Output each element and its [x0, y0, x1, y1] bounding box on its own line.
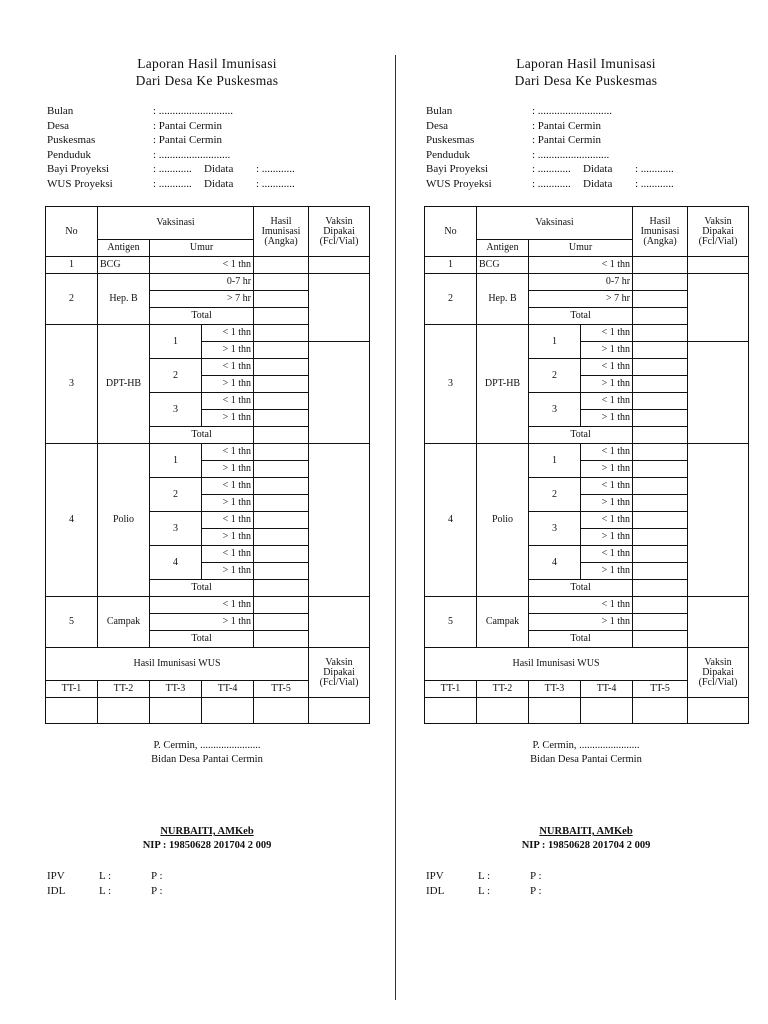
- ipv-label: IPV: [426, 870, 444, 882]
- header-umur: Umur: [150, 240, 254, 257]
- bulan-label: Bulan: [426, 105, 453, 117]
- antigen-name: BCG: [98, 257, 150, 274]
- wus-vaksin-dipakai: Vaksin Dipakai (Fcl/Vial): [309, 648, 370, 698]
- result-cell[interactable]: [633, 529, 688, 546]
- age-cell: < 1 thn: [150, 257, 254, 274]
- signature-block: [424, 825, 748, 852]
- age-cell: > 1 thn: [581, 529, 633, 546]
- age-cell: < 1 thn: [202, 512, 254, 529]
- age-cell: < 1 thn: [581, 325, 633, 342]
- wus-title: Hasil Imunisasi WUS: [46, 648, 309, 681]
- age-cell: > 1 thn: [581, 376, 633, 393]
- wus-didata-value: : ............: [256, 177, 295, 190]
- bulan-value: : ...........................: [153, 105, 234, 117]
- age-cell: < 1 thn: [202, 444, 254, 461]
- result-cell[interactable]: [254, 597, 309, 614]
- row-no: 4: [425, 444, 477, 597]
- wus-didata-label: Didata: [204, 177, 234, 190]
- result-cell[interactable]: [633, 563, 688, 580]
- result-cell[interactable]: [633, 580, 688, 597]
- tt5-cell[interactable]: [633, 698, 688, 724]
- tt2-header: TT-2: [98, 681, 150, 698]
- vial-cell[interactable]: [309, 444, 370, 597]
- result-cell[interactable]: [633, 359, 688, 376]
- dose-number: 1: [150, 444, 202, 478]
- vaccine-footer: [426, 869, 626, 899]
- age-cell: < 1 thn: [581, 478, 633, 495]
- result-cell[interactable]: [633, 427, 688, 444]
- total-label: Total: [150, 631, 254, 648]
- row-no: 2: [46, 274, 98, 325]
- result-cell[interactable]: [633, 495, 688, 512]
- result-cell[interactable]: [254, 563, 309, 580]
- antigen-name: Polio: [98, 444, 150, 597]
- age-cell: < 1 thn: [202, 393, 254, 410]
- signer-nip: NIP : 19850628 201704 2 009: [521, 839, 651, 851]
- ipv-l-label: L :: [478, 870, 491, 882]
- age-cell: > 1 thn: [581, 461, 633, 478]
- dose-number: 3: [529, 393, 581, 427]
- tt4-header: TT-4: [202, 681, 254, 698]
- idl-p-label: P :: [151, 885, 163, 897]
- signer-nip: NIP : 19850628 201704 2 009: [142, 839, 272, 851]
- desa-label: Desa: [47, 119, 69, 132]
- header-hasil: Hasil Imunisasi (Angka): [633, 207, 688, 257]
- puskesmas-value: : Pantai Cermin: [532, 134, 602, 146]
- result-cell[interactable]: [254, 359, 309, 376]
- header-vaksinasi: Vaksinasi: [98, 207, 254, 240]
- antigen-name: Campak: [477, 597, 529, 648]
- age-cell: > 1 thn: [581, 410, 633, 427]
- ipv-label: IPV: [47, 870, 65, 882]
- signature-place-date: P. Cermin, .......................: [532, 740, 640, 751]
- result-cell[interactable]: [633, 512, 688, 529]
- total-label: Total: [529, 427, 633, 444]
- tt3-cell[interactable]: [529, 698, 581, 724]
- result-cell[interactable]: [254, 495, 309, 512]
- dose-number: 2: [150, 478, 202, 512]
- age-cell: < 1 thn: [581, 444, 633, 461]
- header-no: No: [425, 207, 477, 257]
- result-cell[interactable]: [254, 461, 309, 478]
- age-cell: < 1 thn: [202, 546, 254, 563]
- bayi-didata-value: : ............: [635, 163, 674, 175]
- result-cell[interactable]: [254, 308, 309, 325]
- age-cell: < 1 thn: [150, 597, 254, 614]
- age-cell: > 1 thn: [202, 529, 254, 546]
- idl-label: IDL: [47, 885, 66, 897]
- header-hasil: Hasil Imunisasi (Angka): [254, 207, 309, 257]
- vial-cell[interactable]: [309, 274, 370, 342]
- header-umur: Umur: [529, 240, 633, 257]
- age-cell: > 7 hr: [529, 291, 633, 308]
- vial-cell[interactable]: [309, 257, 370, 274]
- idl-p-label: P :: [530, 885, 542, 897]
- tt2-cell[interactable]: [477, 698, 529, 724]
- result-cell[interactable]: [254, 342, 309, 359]
- age-cell: > 1 thn: [529, 614, 633, 631]
- tt5-header: TT-5: [633, 681, 688, 698]
- antigen-name: BCG: [477, 257, 529, 274]
- desa-value: : Pantai Cermin: [153, 119, 223, 132]
- dose-number: 2: [150, 359, 202, 393]
- ipv-l-label: L :: [99, 870, 112, 882]
- dose-number: 2: [529, 359, 581, 393]
- antigen-name: Polio: [477, 444, 529, 597]
- signature-block: [45, 825, 369, 852]
- result-cell[interactable]: [254, 512, 309, 529]
- age-cell: 0-7 hr: [150, 274, 254, 291]
- result-cell[interactable]: [254, 393, 309, 410]
- age-cell: > 1 thn: [581, 495, 633, 512]
- report-form-right: [424, 0, 748, 1024]
- row-no: 4: [46, 444, 98, 597]
- tt4-cell[interactable]: [202, 698, 254, 724]
- puskesmas-label: Puskesmas: [47, 134, 96, 146]
- wus-proyeksi-value: : ............: [153, 177, 192, 190]
- dose-number: 1: [529, 325, 581, 359]
- report-info: [426, 104, 748, 191]
- header-vaksin-dipakai: Vaksin Dipakai (Fcl/Vial): [309, 207, 370, 257]
- result-cell[interactable]: [254, 444, 309, 461]
- result-cell[interactable]: [633, 393, 688, 410]
- result-cell[interactable]: [633, 257, 688, 274]
- age-cell: < 1 thn: [529, 257, 633, 274]
- bayi-proyeksi-label: Bayi Proyeksi: [426, 163, 489, 175]
- row-no: 1: [46, 257, 98, 274]
- puskesmas-label: Puskesmas: [426, 134, 475, 146]
- total-label: Total: [150, 308, 254, 325]
- signature-role: Bidan Desa Pantai Cermin: [530, 753, 642, 765]
- idl-l-label: L :: [478, 885, 491, 897]
- total-label: Total: [529, 308, 633, 325]
- bayi-proyeksi-value: : ............: [532, 163, 571, 175]
- dose-number: 3: [529, 512, 581, 546]
- tt1-header: TT-1: [46, 681, 98, 698]
- header-antigen: Antigen: [98, 240, 150, 257]
- ipv-p-label: P :: [151, 870, 163, 882]
- bayi-didata-label: Didata: [583, 163, 613, 175]
- dose-number: 4: [150, 546, 202, 580]
- penduduk-label: Penduduk: [426, 148, 470, 161]
- result-cell[interactable]: [254, 325, 309, 342]
- result-cell[interactable]: [254, 478, 309, 495]
- penduduk-label: Penduduk: [47, 148, 91, 161]
- result-cell[interactable]: [633, 597, 688, 614]
- result-cell[interactable]: [633, 614, 688, 631]
- header-antigen: Antigen: [477, 240, 529, 257]
- result-cell[interactable]: [633, 444, 688, 461]
- vial-cell[interactable]: [688, 444, 749, 597]
- report-form-left: [45, 0, 369, 1024]
- form-title-line1: Laporan Hasil Imunisasi: [137, 56, 277, 71]
- immunization-table: [424, 206, 749, 724]
- wus-proyeksi-label: WUS Proyeksi: [47, 177, 113, 190]
- age-cell: < 1 thn: [202, 325, 254, 342]
- row-no: 1: [425, 257, 477, 274]
- wus-vial-cell[interactable]: [688, 698, 749, 724]
- result-cell[interactable]: [633, 410, 688, 427]
- puskesmas-value: : Pantai Cermin: [153, 134, 223, 146]
- wus-didata-label: Didata: [583, 177, 613, 190]
- desa-value: : Pantai Cermin: [532, 119, 602, 132]
- result-cell[interactable]: [633, 376, 688, 393]
- age-cell: > 1 thn: [202, 495, 254, 512]
- total-label: Total: [150, 580, 254, 597]
- result-cell[interactable]: [633, 342, 688, 359]
- result-cell[interactable]: [633, 478, 688, 495]
- result-cell[interactable]: [633, 461, 688, 478]
- result-cell[interactable]: [633, 291, 688, 308]
- total-label: Total: [150, 427, 254, 444]
- dose-number: 4: [529, 546, 581, 580]
- bulan-label: Bulan: [47, 105, 74, 117]
- antigen-name: Hep. B: [98, 274, 150, 325]
- age-cell: > 1 thn: [202, 342, 254, 359]
- signature-place-date: P. Cermin, .......................: [153, 740, 261, 751]
- tt4-header: TT-4: [581, 681, 633, 698]
- age-cell: < 1 thn: [581, 359, 633, 376]
- result-cell[interactable]: [254, 614, 309, 631]
- result-cell[interactable]: [254, 274, 309, 291]
- bayi-proyeksi-label: Bayi Proyeksi: [47, 163, 110, 175]
- result-cell[interactable]: [633, 308, 688, 325]
- penduduk-value: : ..........................: [532, 148, 610, 161]
- dose-number: 1: [150, 325, 202, 359]
- signature-role: Bidan Desa Pantai Cermin: [151, 753, 263, 765]
- signature-place: [424, 739, 748, 766]
- age-cell: > 1 thn: [581, 342, 633, 359]
- age-cell: < 1 thn: [202, 359, 254, 376]
- form-title-line1: Laporan Hasil Imunisasi: [516, 56, 656, 71]
- desa-label: Desa: [426, 119, 448, 132]
- form-title: [45, 55, 369, 89]
- tt1-cell[interactable]: [425, 698, 477, 724]
- age-cell: < 1 thn: [581, 393, 633, 410]
- header-vaksin-dipakai: Vaksin Dipakai (Fcl/Vial): [688, 207, 749, 257]
- tt2-header: TT-2: [477, 681, 529, 698]
- result-cell[interactable]: [254, 546, 309, 563]
- tt4-cell[interactable]: [581, 698, 633, 724]
- antigen-name: Hep. B: [477, 274, 529, 325]
- wus-vaksin-dipakai: Vaksin Dipakai (Fcl/Vial): [688, 648, 749, 698]
- age-cell: < 1 thn: [581, 512, 633, 529]
- row-no: 3: [425, 325, 477, 444]
- header-no: No: [46, 207, 98, 257]
- age-cell: < 1 thn: [202, 478, 254, 495]
- total-label: Total: [529, 580, 633, 597]
- age-cell: < 1 thn: [529, 597, 633, 614]
- row-no: 5: [425, 597, 477, 648]
- result-cell[interactable]: [254, 376, 309, 393]
- wus-vial-cell[interactable]: [309, 698, 370, 724]
- wus-proyeksi-label: WUS Proyeksi: [426, 177, 492, 190]
- wus-title: Hasil Imunisasi WUS: [425, 648, 688, 681]
- vial-cell[interactable]: [309, 597, 370, 648]
- tt1-cell[interactable]: [46, 698, 98, 724]
- age-cell: > 1 thn: [202, 410, 254, 427]
- vial-cell[interactable]: [688, 274, 749, 342]
- result-cell[interactable]: [254, 291, 309, 308]
- age-cell: > 1 thn: [581, 563, 633, 580]
- bayi-didata-label: Didata: [204, 163, 234, 175]
- ipv-p-label: P :: [530, 870, 542, 882]
- result-cell[interactable]: [254, 580, 309, 597]
- dose-number: 3: [150, 512, 202, 546]
- immunization-table: [45, 206, 370, 724]
- bayi-didata-value: : ............: [256, 163, 295, 175]
- row-no: 2: [425, 274, 477, 325]
- idl-label: IDL: [426, 885, 445, 897]
- tt3-header: TT-3: [529, 681, 581, 698]
- row-no: 3: [46, 325, 98, 444]
- form-title-line2: Dari Desa Ke Puskesmas: [135, 73, 279, 88]
- age-cell: > 1 thn: [202, 563, 254, 580]
- report-info: [47, 104, 369, 191]
- form-title: [424, 55, 748, 89]
- signer-name: NURBAITI, AMKeb: [160, 826, 254, 837]
- age-cell: > 1 thn: [150, 614, 254, 631]
- penduduk-value: : ..........................: [153, 148, 231, 161]
- tt3-header: TT-3: [150, 681, 202, 698]
- age-cell: 0-7 hr: [529, 274, 633, 291]
- tt3-cell[interactable]: [150, 698, 202, 724]
- tt1-header: TT-1: [425, 681, 477, 698]
- bayi-proyeksi-value: : ............: [153, 163, 192, 175]
- vial-cell[interactable]: [688, 257, 749, 274]
- form-title-line2: Dari Desa Ke Puskesmas: [514, 73, 658, 88]
- signer-name: NURBAITI, AMKeb: [539, 826, 633, 837]
- page-divider: [395, 55, 396, 1000]
- result-cell[interactable]: [633, 325, 688, 342]
- age-cell: > 1 thn: [202, 376, 254, 393]
- signature-place: [45, 739, 369, 766]
- result-cell[interactable]: [254, 410, 309, 427]
- vial-cell[interactable]: [688, 597, 749, 648]
- result-cell[interactable]: [633, 546, 688, 563]
- tt5-cell[interactable]: [254, 698, 309, 724]
- antigen-name: Campak: [98, 597, 150, 648]
- tt2-cell[interactable]: [98, 698, 150, 724]
- antigen-name: DPT-HB: [98, 325, 150, 444]
- dose-number: 3: [150, 393, 202, 427]
- vaccine-footer: [47, 869, 247, 899]
- result-cell[interactable]: [254, 427, 309, 444]
- result-cell[interactable]: [254, 257, 309, 274]
- result-cell[interactable]: [254, 631, 309, 648]
- age-cell: > 7 hr: [150, 291, 254, 308]
- wus-proyeksi-value: : ............: [532, 177, 571, 190]
- antigen-name: DPT-HB: [477, 325, 529, 444]
- result-cell[interactable]: [633, 274, 688, 291]
- dose-number: 2: [529, 478, 581, 512]
- total-label: Total: [529, 631, 633, 648]
- wus-didata-value: : ............: [635, 177, 674, 190]
- dose-number: 1: [529, 444, 581, 478]
- bulan-value: : ...........................: [532, 105, 613, 117]
- tt5-header: TT-5: [254, 681, 309, 698]
- idl-l-label: L :: [99, 885, 112, 897]
- result-cell[interactable]: [254, 529, 309, 546]
- age-cell: > 1 thn: [202, 461, 254, 478]
- header-vaksinasi: Vaksinasi: [477, 207, 633, 240]
- result-cell[interactable]: [633, 631, 688, 648]
- age-cell: < 1 thn: [581, 546, 633, 563]
- row-no: 5: [46, 597, 98, 648]
